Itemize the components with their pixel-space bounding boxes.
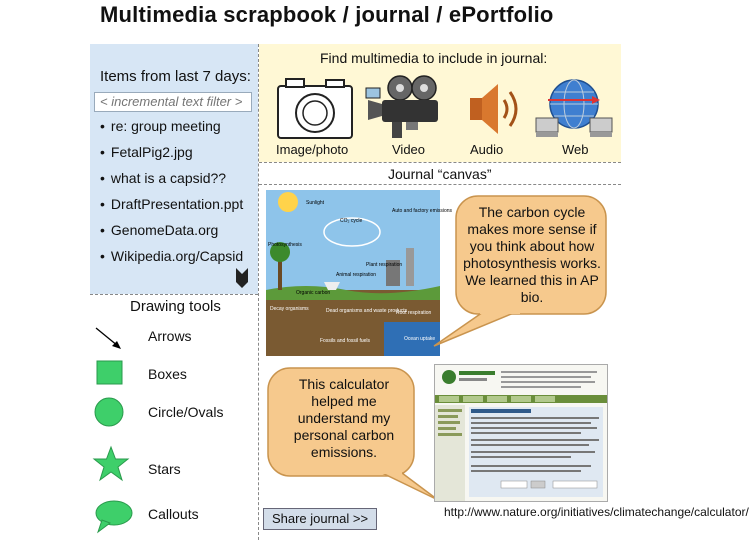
diagram-label-sunlight: Sunlight [306, 200, 325, 206]
calculator-webpage-screenshot[interactable] [434, 364, 608, 502]
speaker-icon[interactable] [466, 78, 526, 140]
list-item[interactable]: • GenomeData.org [100, 222, 219, 238]
media-option-image[interactable]: Image/photo [276, 142, 349, 157]
diagram-label-animal-respiration: Animal respiration [336, 272, 377, 278]
list-item[interactable]: • DraftPresentation.ppt [100, 196, 244, 212]
diagram-label-dead: Dead organisms and waste products [326, 308, 408, 314]
tool-label-circle-ovals[interactable]: Circle/Ovals [148, 404, 224, 420]
recent-items-heading: Items from last 7 days: [100, 68, 251, 85]
circle-tool-icon[interactable] [94, 396, 126, 428]
box-tool-icon[interactable] [96, 360, 124, 386]
multimedia-heading: Find multimedia to include in journal: [320, 50, 548, 66]
diagram-label-plant-respiration: Plant respiration [366, 262, 403, 268]
text-filter-input[interactable] [94, 92, 252, 112]
tool-label-arrows[interactable]: Arrows [148, 328, 192, 344]
video-camera-icon[interactable] [362, 74, 444, 140]
diagram-label-ocean: Ocean uptake [404, 336, 436, 342]
media-option-video[interactable]: Video [392, 142, 426, 157]
page-title: Multimedia scrapbook / journal / ePortfolio [100, 2, 554, 27]
diagram-label-photosynthesis: Photosynthesis [268, 242, 302, 248]
divider [259, 162, 621, 163]
diagram-label-root: Root respiration [396, 310, 432, 316]
list-item[interactable]: • re: group meeting [100, 118, 221, 134]
arrow-tool-icon[interactable] [94, 326, 124, 352]
web-network-icon[interactable] [534, 74, 614, 140]
drawing-tools-heading: Drawing tools [130, 298, 221, 315]
scroll-down-icon[interactable] [235, 268, 249, 288]
callout-tool-icon[interactable] [94, 498, 134, 534]
diagram-label-decay: Decay organisms [270, 306, 309, 312]
tool-label-callouts[interactable]: Callouts [148, 506, 199, 522]
diagram-label-organic: Organic carbon [296, 290, 331, 296]
callout-text-calculator[interactable]: This calculator helped me understand my personal carbon emissions. [293, 376, 395, 460]
callout-text-carbon-cycle[interactable]: The carbon cycle makes more sense if you think about how photosynthesis works. We learned this in AP bio. [463, 204, 601, 305]
share-journal-button[interactable]: Share journal >> [263, 508, 377, 530]
list-item[interactable]: • Wikipedia.org/Capsid [100, 248, 244, 264]
list-item[interactable]: • FetalPig2.jpg [100, 144, 193, 160]
media-option-web[interactable]: Web [562, 142, 589, 157]
camera-icon[interactable] [276, 74, 354, 140]
journal-canvas-heading: Journal “canvas” [388, 166, 492, 182]
tool-label-stars[interactable]: Stars [148, 461, 181, 477]
diagram-label-fossils: Fossils and fossil fuels [320, 338, 371, 344]
diagram-label-emissions: Auto and factory emissions [392, 208, 453, 214]
calculator-url-link[interactable]: http://www.nature.org/initiatives/climatechange/calculator/ [444, 505, 749, 519]
star-tool-icon[interactable] [92, 446, 130, 482]
media-option-audio[interactable]: Audio [470, 142, 504, 157]
divider [90, 294, 258, 295]
diagram-label-co2: CO₂ cycle [340, 218, 363, 224]
tool-label-boxes[interactable]: Boxes [148, 366, 187, 382]
list-item[interactable]: • what is a capsid?? [100, 170, 227, 186]
carbon-cycle-image[interactable] [266, 190, 453, 356]
divider [259, 184, 621, 185]
